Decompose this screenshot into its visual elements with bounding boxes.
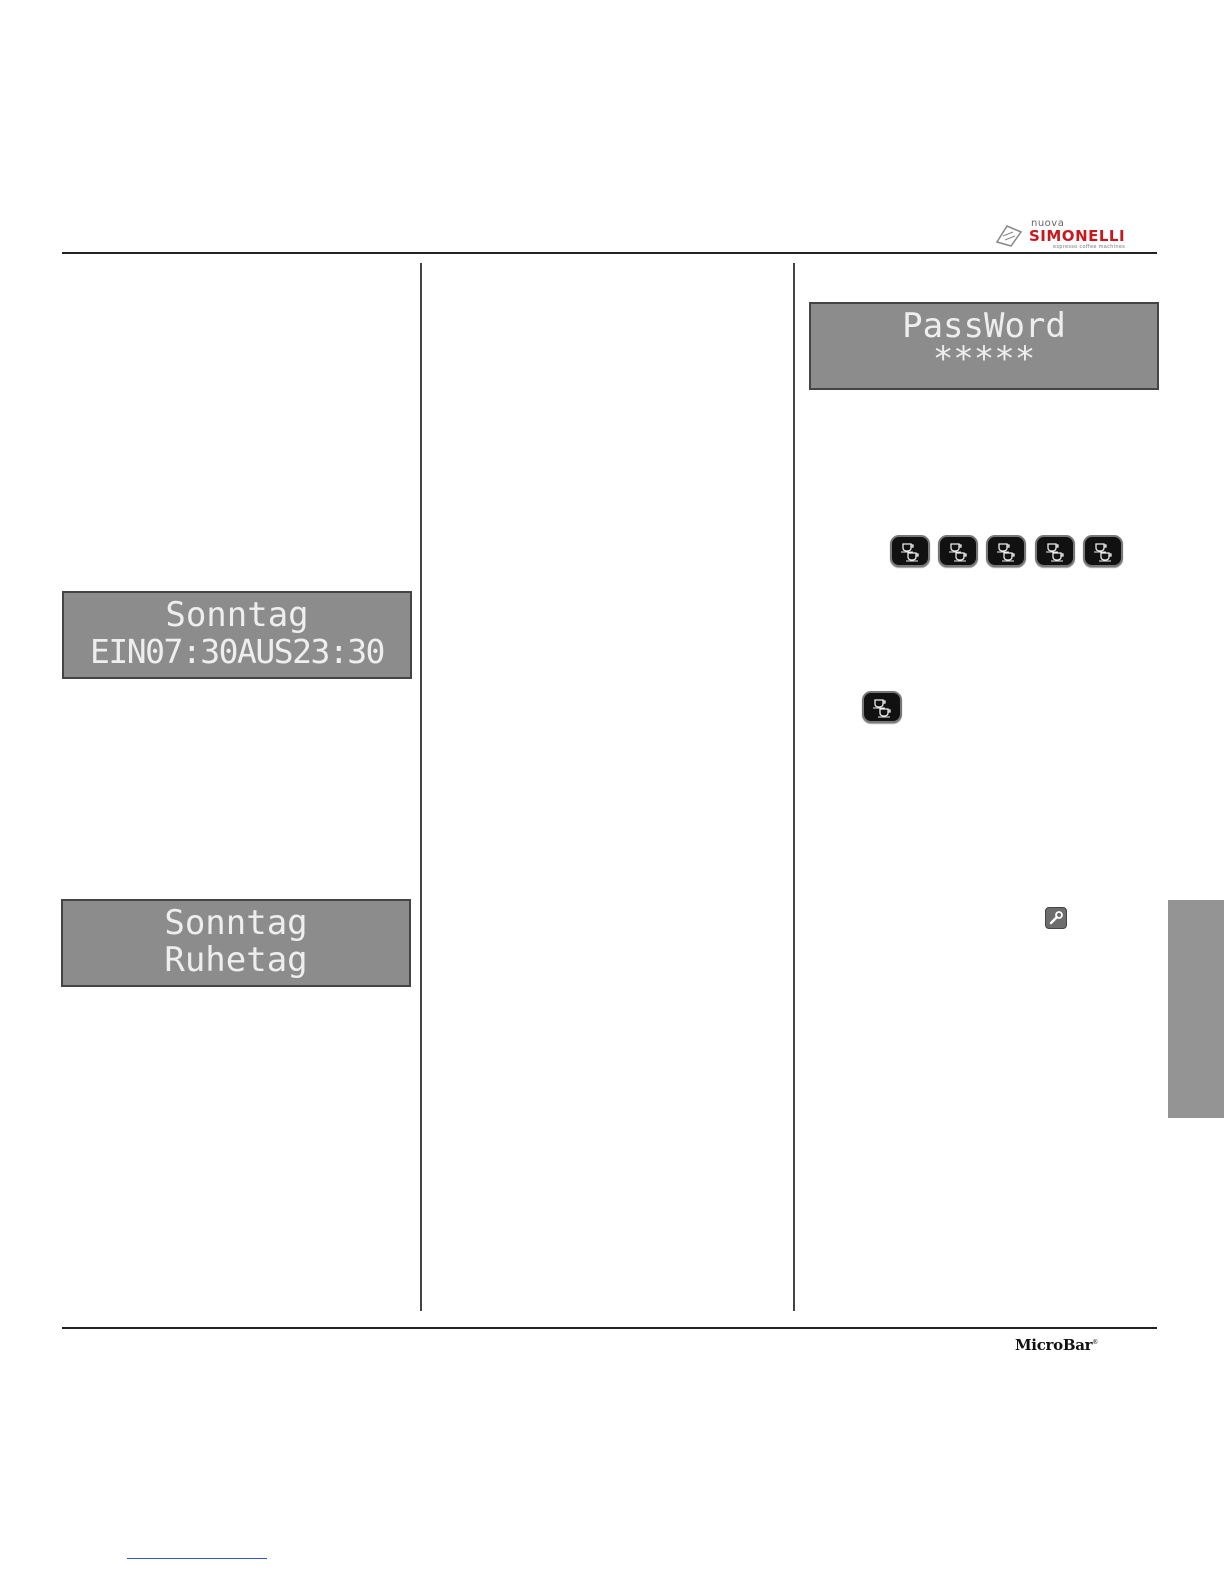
cup-button-icon <box>986 535 1026 567</box>
cup-button-icon <box>1083 535 1123 567</box>
logo-mark-icon <box>995 222 1025 248</box>
logo-tagline: espresso coffee machines <box>1053 244 1126 250</box>
footer-rule <box>62 1327 1157 1329</box>
lcd-line-2: EIN07:30AUS23:30 <box>90 632 384 671</box>
logo-brand-text: SIMONELLI <box>1029 227 1126 245</box>
header-rule <box>62 252 1157 254</box>
lcd-display-schedule <box>62 591 412 679</box>
lcd-line-2: ***** <box>932 339 1036 379</box>
brand-logo <box>995 218 1167 254</box>
lcd-line-1: Sonntag <box>164 903 308 943</box>
logo-small-text: nuova <box>1031 218 1065 229</box>
cup-button-icon <box>862 691 902 723</box>
column-divider-left <box>420 263 422 1311</box>
column-divider-right <box>793 263 795 1311</box>
cup-button-icon <box>938 535 978 567</box>
product-name: MicroBar <box>1015 1336 1093 1354</box>
lcd-display-password <box>809 302 1159 390</box>
lcd-line-1: Sonntag <box>165 595 309 635</box>
cup-button-icon <box>890 535 930 567</box>
wrench-icon <box>1045 907 1067 929</box>
lcd-line-1: PassWord <box>902 306 1066 346</box>
lcd-line-2: Ruhetag <box>164 940 308 980</box>
side-tab <box>1168 900 1224 1118</box>
footer-product-logo <box>1015 1336 1098 1354</box>
registered-mark: ® <box>1092 1339 1098 1346</box>
cup-button-icon <box>1035 535 1075 567</box>
lcd-display-restday <box>61 899 411 987</box>
bottom-link-underline[interactable] <box>127 1558 267 1559</box>
